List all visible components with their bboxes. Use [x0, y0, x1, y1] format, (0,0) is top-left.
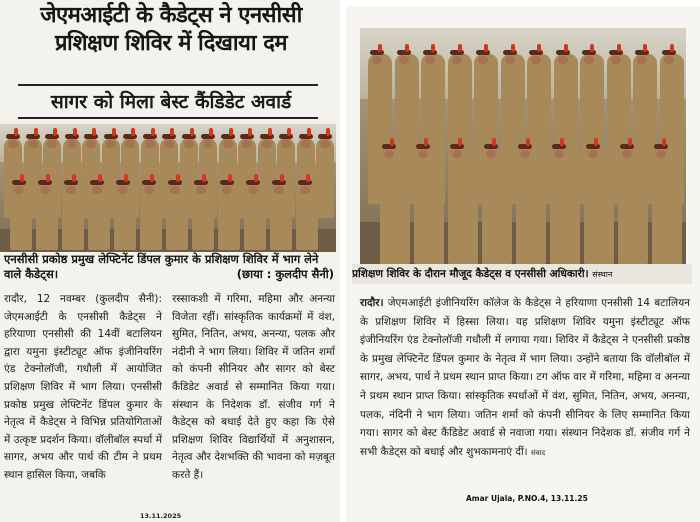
body-tag: संवाद: [531, 448, 546, 457]
cadets-group-photo: [0, 124, 336, 252]
caption-tag: संस्थान: [592, 270, 613, 279]
cadet-figure: [652, 148, 682, 264]
cadet-figure: [218, 184, 240, 250]
cadet-figure: [482, 148, 512, 264]
date-stamp: 13.11.2025: [140, 512, 182, 520]
cadet-figure: [192, 184, 214, 250]
cadet-figure: [414, 148, 444, 264]
cadets-officers-photo: [360, 28, 686, 264]
cadet-figure: [316, 138, 334, 218]
cadet-figure: [140, 184, 162, 250]
cadet-figure: [166, 184, 188, 250]
cadet-figure: [448, 148, 478, 264]
headline-line-1: जेएमआईटी के कैडेट्स ने एनसीसी: [40, 3, 302, 28]
cadet-figure: [10, 184, 32, 250]
cadet-figure: [270, 184, 292, 250]
cadet-figure: [36, 184, 58, 250]
subheadline: सागर को मिला बेस्ट कैंडिडेट अवार्ड: [50, 91, 292, 113]
cadet-figure: [516, 148, 546, 264]
left-news-clipping: [0, 0, 340, 522]
source-line: Amar Ujala, P.NO.4, 13.11.25: [466, 494, 588, 503]
cadet-figure: [618, 148, 648, 264]
photo-credit: (छाया : कुलदीप सैनी): [236, 267, 334, 281]
cadet-figure: [244, 184, 266, 250]
cadet-figure: [62, 184, 84, 250]
cadet-figure: [296, 184, 318, 250]
divider: [18, 84, 318, 86]
cadet-figure: [114, 184, 136, 250]
photo-caption: एनसीसी प्रकोष्ठ प्रमुख लेफ्टिनेंट डिंपल कुमार के प्रशिक्षण शिविर में भाग लेने वाले कैडेट्स। (छाया : कुलदीप सैनी): [4, 252, 334, 281]
divider: [18, 117, 318, 119]
cadet-figure: [584, 148, 614, 264]
right-news-clipping: [346, 6, 700, 522]
photo-caption: प्रशिक्षण शिविर के दौरान मौजूद कैडेट्स व एनसीसी अधिकारी। संस्थान: [352, 264, 692, 284]
cadet-figure: [380, 148, 410, 264]
article-column-1: रादौर, 12 नवम्बर (कुलदीप सैनी): जेएमआईटी के एनसीसी कैडेट्स ने हरियाणा एनसीसी की 14वीं बटालियन द्वारा यमुना इंस्टीट्यूट ऑफ इंजीनियरिंग एंड टेक्नोलॉजी, गधौली में आयोजित प्रशिक्षण शिविर में भाग लिया। एनसीसी प्रकोष्ठ प्रमुख लेफ्टिनेंट डिंपल कुमार के नेतृत्व में कैडेट्स ने विभिन्न प्रतियोगिताओं में उत्कृष्ट प्रदर्शन किया। वॉलीबॉल स्पर्धा में सागर, अभय और पार्थ की टीम ने प्रथम स्थान हासिल किया, जबकि: [4, 293, 162, 481]
article-body: रादौर। जेएमआईटी इंजीनियरिंग कॉलेज के कैडेट्स ने हरियाणा एनसीसी 14 बटालियन के प्रशिक्षण शिविर में हिस्सा लिया। यह प्रशिक्षण शिविर यमुना इंस्टीट्यूट ऑफ इंजीनियरिंग एंड टेक्नोलॉजी गधौली में लगाया गया। शिविर में कैडेट्स ने एनसीसी प्रकोष्ठ के प्रमुख लेफ्टिनेंट डिंपल कुमार के नेतृत्व में भाग लिया। उन्होंने बताया कि वॉलीबॉल में सागर, अभय, पार्थ ने प्रथम स्थान प्राप्त किया। टग ऑफ वार में गरिमा, महिमा व अनन्या ने प्रथम स्थान प्राप्त किया। सांस्कृतिक स्पर्धाओं में वंश, सुमित, नितिन, अभय, अनन्या, पलक, नंदिनी ने भाग लिया। जतिन शर्मा को कंपनी सीनियर के लिए सम्मानित किया गया। सागर को बेस्ट कैंडिडेट अवार्ड से नवाजा गया। संस्थान निदेशक डॉ. संजीव गर्ग ने सभी कैडेट्स को बधाई और शुभकामनाएं दीं। संवाद: [360, 297, 690, 458]
headline-line-2: प्रशिक्षण शिविर में दिखाया दम: [54, 31, 288, 56]
cadet-figure: [550, 148, 580, 264]
dateline: रादौर।: [360, 297, 384, 309]
cadet-figure: [88, 184, 110, 250]
article-column-2: रस्साकशी में गरिमा, महिमा और अनन्या विजेता रहीं। सांस्कृतिक कार्यक्रमों में वंश, सुमित, नितिन, अभय, अनन्या, पलक और नंदीनी ने भाग लिया। शिविर में जतिन शर्मा को कंपनी सीनियर और सागर को बेस्ट कैंडिडेट अवार्ड से सम्मानित किया गया। संस्थान के निदेशक डॉ. संजीव गर्ग ने कैडेट्स को बधाई देते हुए कहा कि ऐसे प्रशिक्षण शिविर विद्यार्थियों में अनुशासन, नेतृत्व और देशभक्ति की भावना को मज़बूत करते हैं।: [172, 293, 335, 481]
